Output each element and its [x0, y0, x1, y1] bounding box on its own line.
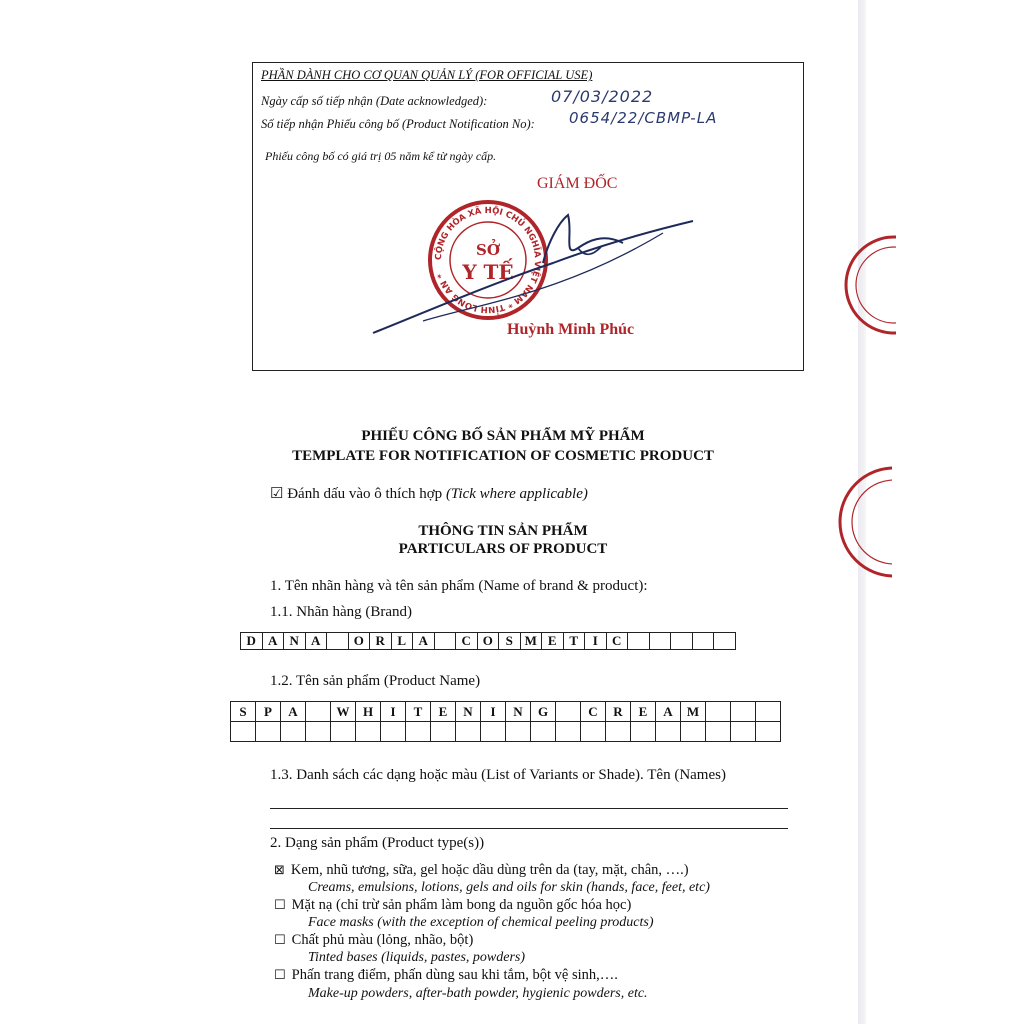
option-face-masks-vi: Mặt nạ (chỉ trừ sản phẩm làm bong da nguồn gốc hóa học) — [291, 897, 632, 913]
option-makeup-powders-en: Make-up powders, after-bath powder, hygienic powders, etc. — [308, 986, 648, 1001]
brand-cell: A — [262, 633, 284, 650]
product-cell — [381, 722, 406, 742]
question-1-3: 1.3. Danh sách các dạng hoặc màu (List of Variants or Shade). Tên (Names) — [270, 767, 726, 783]
brand-cell: O — [477, 633, 499, 650]
product-cell — [256, 722, 281, 742]
brand-cell: A — [305, 633, 327, 650]
brand-cell: T — [563, 633, 585, 650]
product-cell — [231, 722, 256, 742]
product-row-1 — [231, 702, 781, 722]
product-cell: C — [581, 702, 606, 722]
product-cell: W — [331, 702, 356, 722]
brand-cell: C — [606, 633, 628, 650]
brand-cell: C — [456, 633, 478, 650]
option-tinted-bases-vi: Chất phủ màu (lỏng, nhão, bột) — [291, 932, 474, 948]
option-creams-en: Creams, emulsions, lotions, gels and oils for skin (hands, face, feet, etc) — [308, 880, 710, 895]
product-cell — [281, 722, 306, 742]
checkbox-empty-icon[interactable]: ☐ — [274, 933, 286, 948]
product-cell — [431, 722, 456, 742]
section-title-en: PARTICULARS OF PRODUCT — [398, 541, 608, 557]
product-cell — [581, 722, 606, 742]
product-cell — [756, 722, 781, 742]
brand-cell — [434, 633, 456, 650]
checkbox-empty-icon[interactable]: ☐ — [274, 968, 286, 983]
option-face-masks-en: Face masks (with the exception of chemical peeling products) — [308, 915, 654, 930]
product-cell: I — [481, 702, 506, 722]
brand-cell — [327, 633, 349, 650]
director-title: GIÁM ĐỐC — [537, 175, 618, 192]
product-cell: P — [256, 702, 281, 722]
brand-cell — [714, 633, 736, 650]
variants-line-2 — [270, 828, 788, 829]
next-page-strip — [866, 0, 1024, 1024]
product-cell — [606, 722, 631, 742]
official-header: PHẦN DÀNH CHO CƠ QUAN QUẢN LÝ (FOR OFFICIAL USE) — [261, 68, 593, 82]
product-cell — [631, 722, 656, 742]
question-1: 1. Tên nhãn hàng và tên sản phẩm (Name of brand & product): — [270, 578, 648, 594]
product-cell: N — [506, 702, 531, 722]
official-use-box — [252, 62, 804, 371]
product-cell — [556, 702, 581, 722]
brand-row — [241, 633, 736, 650]
product-cell: R — [606, 702, 631, 722]
brand-cell: O — [348, 633, 370, 650]
form-title-en: TEMPLATE FOR NOTIFICATION OF COSMETIC PRODUCT — [292, 448, 714, 464]
option-tinted-bases[interactable] — [274, 932, 473, 949]
product-row-2 — [231, 722, 781, 742]
product-cell — [306, 722, 331, 742]
product-cell — [756, 702, 781, 722]
question-2: 2. Dạng sản phẩm (Product type(s)) — [270, 835, 485, 851]
tick-instruction-en: (Tick where applicable) — [445, 486, 588, 502]
brand-cell: N — [284, 633, 306, 650]
checkbox-checked-icon: ☑ — [270, 486, 284, 502]
notification-number-label: Số tiếp nhận Phiếu công bố (Product Notification No): — [261, 117, 535, 131]
brand-cell — [628, 633, 650, 650]
product-cell — [556, 722, 581, 742]
date-acknowledged-label: Ngày cấp số tiếp nhận (Date acknowledged): — [261, 94, 488, 108]
brand-cell: S — [499, 633, 521, 650]
product-cell — [306, 702, 331, 722]
brand-cell — [649, 633, 671, 650]
checkbox-empty-icon[interactable]: ☐ — [274, 898, 286, 913]
product-cell: T — [406, 702, 431, 722]
product-cell: N — [456, 702, 481, 722]
option-creams[interactable] — [274, 862, 689, 879]
variants-line-1 — [270, 808, 788, 809]
product-cell — [731, 702, 756, 722]
option-creams-vi: Kem, nhũ tương, sữa, gel hoặc dầu dùng trên da (tay, mặt, chân, ….) — [290, 862, 689, 878]
brand-cell: A — [413, 633, 435, 650]
product-cell — [706, 702, 731, 722]
product-cell: M — [681, 702, 706, 722]
option-makeup-powders[interactable] — [274, 967, 618, 984]
product-cell: G — [531, 702, 556, 722]
option-makeup-powders-vi: Phấn trang điểm, phấn dùng sau khi tắm, bột vệ sinh,…. — [291, 967, 618, 983]
product-name-grid — [230, 701, 781, 742]
seal-ring-text: CỘNG HÒA XÃ HỘI CHỦ NGHĨA VIỆT NAM * TỈNH LONG AN * — [433, 205, 543, 315]
section-title-vi: THÔNG TIN SẢN PHẨM — [418, 523, 588, 539]
product-cell: A — [656, 702, 681, 722]
product-cell — [481, 722, 506, 742]
partial-stamp-bottom — [832, 462, 892, 582]
product-cell — [356, 722, 381, 742]
form-title-vi: PHIẾU CÔNG BỐ SẢN PHẨM MỸ PHẨM — [361, 428, 645, 444]
option-face-masks[interactable] — [274, 897, 631, 914]
product-cell — [406, 722, 431, 742]
brand-grid — [240, 632, 736, 650]
tick-instruction — [270, 484, 588, 503]
product-cell: E — [431, 702, 456, 722]
brand-cell — [671, 633, 693, 650]
question-1-2: 1.2. Tên sản phẩm (Product Name) — [270, 673, 481, 689]
product-cell — [656, 722, 681, 742]
validity-note: Phiếu công bố có giá trị 05 năm kể từ ngày cấp. — [265, 149, 497, 163]
product-cell — [456, 722, 481, 742]
checkbox-checked-icon[interactable]: ⊠ — [274, 863, 285, 878]
brand-cell — [692, 633, 714, 650]
product-cell — [681, 722, 706, 742]
product-cell — [331, 722, 356, 742]
option-tinted-bases-en: Tinted bases (liquids, pastes, powders) — [308, 950, 526, 965]
product-cell: E — [631, 702, 656, 722]
brand-cell: L — [391, 633, 413, 650]
product-cell — [706, 722, 731, 742]
director-name: Huỳnh Minh Phúc — [507, 321, 635, 338]
partial-stamp-top — [836, 230, 896, 340]
product-cell: S — [231, 702, 256, 722]
product-cell — [731, 722, 756, 742]
brand-cell: E — [542, 633, 564, 650]
brand-cell: I — [585, 633, 607, 650]
notification-number-value: 0654/22/CBMP-LA — [569, 109, 718, 127]
product-cell: H — [356, 702, 381, 722]
seal-text-bottom: Y TẾ — [462, 260, 514, 284]
date-acknowledged-value: 07/03/2022 — [551, 87, 654, 106]
brand-cell: M — [520, 633, 542, 650]
product-cell — [506, 722, 531, 742]
product-cell: A — [281, 702, 306, 722]
brand-cell: R — [370, 633, 392, 650]
brand-cell: D — [241, 633, 263, 650]
question-1-1: 1.1. Nhãn hàng (Brand) — [270, 604, 413, 620]
product-cell — [531, 722, 556, 742]
seal-text-top: SỞ — [476, 241, 500, 259]
tick-instruction-vi: Đánh dấu vào ô thích hợp — [287, 486, 443, 502]
product-cell: I — [381, 702, 406, 722]
